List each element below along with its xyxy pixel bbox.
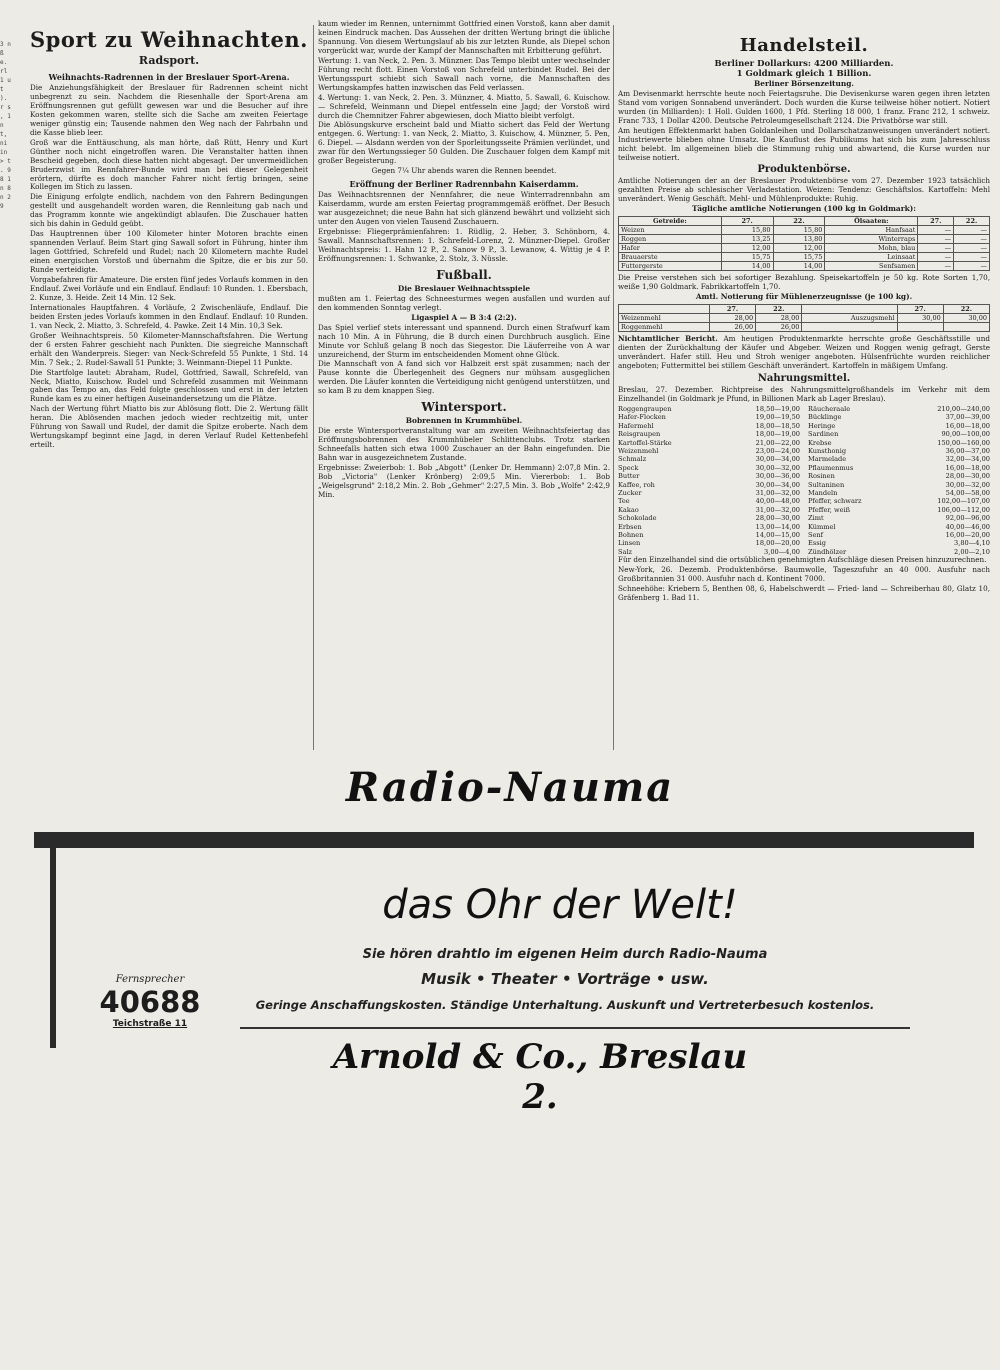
market-column: [618, 20, 990, 750]
price-row: [808, 455, 990, 463]
sport-paragraph: Nach der Wertung führt Miatto bis zur Ablösung flott. Die 2. Wertung fällt heran. Die Ablösenden machen jedoch wieder rechtzeitig mit, unter Führung von Sawall und Rudel, der damit die Spitze eroberte. Nach dem Wertungskampf beginnt eine Jagd, in deren Verlauf Rudel Kettenbefehl erteilt.: [30, 404, 308, 450]
price-value: 18,00—20,00: [755, 539, 800, 548]
price-row: [808, 439, 990, 447]
sport-paragraph: Großer Weihnachtspreis. 50 Kilometer-Mannschaftsfahren. Die Wertung der 6 ersten Fahrer geschieht nach Punkten. Die siegreiche Mannschaft erhält den Wanderpreis. Sieger: van Neck-Schrefeld 55 Punkte, 1 Std. 14 Min. 7 Sek.; 2. Rudel-Sawall 51 Punkte; 3. Weinmann-Diepel 11 Punkte.: [30, 330, 308, 367]
radio-advertisement: [30, 752, 980, 1352]
football-subheading: Die Breslauer Weihnachtsspiele: [397, 283, 531, 293]
price-value: 150,00—160,00: [937, 438, 990, 447]
produce-table: [618, 216, 990, 271]
table-cell: 28,00: [709, 314, 755, 323]
mill-table: [618, 304, 990, 332]
price-item: Krebse: [808, 438, 832, 447]
price-item: Kartoffel-Stärke: [618, 438, 672, 447]
price-value: 40,00—48,00: [755, 497, 800, 506]
table-cell: —: [918, 244, 954, 253]
phone-label: Fernsprecher: [115, 974, 185, 985]
ad-divider: [240, 1027, 910, 1029]
price-item: Marmelade: [808, 455, 847, 464]
ad-black-band: [34, 832, 974, 848]
table-cell: 12,00: [773, 244, 825, 253]
table-header-cell: [619, 305, 710, 314]
price-value: 30,00—34,00: [755, 455, 800, 464]
table-cell: 12,00: [721, 244, 773, 253]
price-row: [618, 464, 800, 472]
price-item: Räucheraale: [808, 404, 851, 413]
table-cell: —: [918, 226, 954, 235]
football-paragraph: Das Spiel verlief stets interessant und spannend. Durch einen Strafwurf kam nach 10 Min. A in Führung, die B durch einen Durchbruch ausglich. Eine Minute vor Schluß gelang B noch das Siegestor. Die Läuferreihe von A war unzureichend, der Sturm im entscheidenden Moment ohne Glück.: [318, 322, 610, 359]
table-cell: 15,80: [721, 226, 773, 235]
table-cell: [897, 323, 943, 332]
price-row: [618, 523, 800, 531]
table-cell: 15,75: [773, 253, 825, 262]
table-row: [619, 235, 990, 244]
goldmark-rate: 1 Goldmark gleich 1 Billion.: [736, 68, 872, 79]
ad-line-2: Musik • Theater • Vorträge • usw.: [421, 970, 709, 988]
table-cell: —: [918, 262, 954, 271]
table-cell: Weizenmehl: [619, 314, 710, 323]
price-value: 102,00—107,00: [937, 497, 990, 506]
price-row: [808, 539, 990, 547]
price-value: 90,00—100,00: [941, 430, 990, 439]
price-value: 30,00—32,00: [945, 480, 990, 489]
price-value: 30,00—36,00: [755, 472, 800, 481]
table-cell: Futtergerste: [619, 262, 722, 271]
race-paragraph: kaum wieder im Rennen, unternimmt Gottfried einen Vorstoß, kann aber damit keinen Eindruck machen. Das Aussehen der dritten Wertung bringt die übliche Spannung. Von diesem Wertungslauf ab bis zur letzten Runde, als Diepel schon vorgerückt war, wurde der Kampf der Mannschaften mit Erbitterung geführt.: [318, 20, 610, 55]
table-row: [619, 226, 990, 235]
table-cell: Mohn, blau: [825, 244, 918, 253]
sport-paragraph: Vorgabefahren für Amateure. Die ersten fünf jedes Vorlaufs kommen in den Endlauf. Zwei Vorläufe und ein Endlauf. Endlauf: 10 Runden. 1. Ebersbach, 2. Kunze, 3. Heide. Zeit 14 Min. 12 Sek.: [30, 275, 308, 302]
boerse-heading: Berliner Börsenzeitung.: [754, 78, 854, 88]
table-header-cell: 22.: [773, 217, 825, 226]
price-item: Tee: [618, 497, 630, 506]
price-value: 3,00—4,00: [764, 547, 800, 556]
price-item: Zucker: [618, 488, 642, 497]
phone-number: 40688: [99, 985, 201, 1019]
table-cell: Hanfsaat: [825, 226, 918, 235]
price-value: 21,00—22,00: [755, 438, 800, 447]
table-cell: Weizen: [619, 226, 722, 235]
price-value: 23,00—24,00: [755, 446, 800, 455]
price-value: 19,00—19,50: [755, 413, 800, 422]
price-row: [808, 514, 990, 522]
price-row: [618, 539, 800, 547]
football-paragraph: mußten am 1. Feiertag des Schneesturmes wegen ausfallen und wurden auf den kommenden Sonntag verlegt.: [318, 293, 610, 312]
race-paragraph: Gegen 7¼ Uhr abends waren die Rennen beendet.: [371, 166, 557, 176]
price-item: Kümmel: [808, 522, 836, 531]
price-item: Senf: [808, 530, 824, 539]
table-row: [619, 323, 990, 332]
table-cell: [943, 323, 989, 332]
price-row: [808, 472, 990, 480]
sport-paragraph: Internationales Hauptfahren. 4 Vorläufe, 2 Zwischenläufe, Endlauf. Die beiden Ersten jedes Vorlaufs kommen in den Endlauf. Endlauf: 10 Runden. 1. van Neck, 2. Miatto, 3. Schrefeld, 4. Pawke. Zeit 14 Min. 10,3 Sek.: [30, 302, 308, 330]
price-item: Sardinen: [808, 430, 839, 439]
price-row: [618, 489, 800, 497]
price-row: [618, 481, 800, 489]
price-row: [808, 447, 990, 455]
table-cell: Hafer: [619, 244, 722, 253]
price-value: 210,00—240,00: [937, 404, 990, 413]
race-paragraph: Die Ablösungskurve erscheint bald und Miatto sichert das Feld der Wertung entgegen. 6. Wertung: 1. van Neck, 2. Miatto, 3. Kuischow, 4. Münzner, 5. Pen, 6. Diepel. — Alsdann werden von der Sporleitungsseite Prämien verlündet, und zwar für den Wertungssieger 50 Gulden. Die Zuschauer folgen dem Kampf mit großer Begeisterung.: [318, 120, 610, 166]
arena-paragraph: Ergebnisse: Fliegerprämienfahren: 1. Rüdlig, 2. Heber, 3. Schönborn, 4. Sawall. Mannschaftsrennen: 1. Schrefeld-Lorenz, 2. Münzner-Diepel. Großer Weihnachtspreis: 1. Hahn 12 P., 2. Sanow 9 P., 3. Lewanow, 4. Wittig je 4 P. Eröffnungsrennen: 1. Schwanke, 2. Stolz, 3. Nüssle.: [318, 227, 610, 263]
price-row: [618, 455, 800, 463]
race-paragraph: Wertung: 1. van Neck, 2. Pen. 3. Münzner. Das Tempo bleibt unter wechselnder Führung recht flott. Einen Vorstoß von Schrefeld unterbindet Rudel. Bei der Wertungsspurt schiebt sich Sawall nach vorne, die Mannschaften des Wertungskampfes hatten inzwischen das Feld verlassen.: [318, 55, 610, 92]
sport-paragraph: Groß war die Enttäuschung, als man hörte, daß Rütt, Henry und Kurt Günther noch nicht eingetroffen waren. Die Veranstalter hatten ihnen Bescheid gegeben, doch diese hatten nicht abgesagt. Der unvermeidlichen Bruderzwist im Rennfahrer-Bunde wird man bei dieser Gelegenheit erörtern, dürfte es doch mancher Fahrer nicht fertig bringen, seine Kollegen im Stich zu lassen.: [30, 137, 308, 192]
price-item: Kaffee, roh: [618, 480, 655, 489]
price-value: 54,00—58,00: [945, 488, 990, 497]
arena-heading: Eröffnung der Berliner Radrennbahn Kaiserdamm.: [349, 179, 579, 190]
price-value: 40,00—46,00: [945, 522, 990, 531]
price-row: [618, 506, 800, 514]
table-cell: Winterraps: [825, 235, 918, 244]
newyork-report: New-York, 26. Dezemb. Produktenbörse. Baumwolle, Tageszufuhr an 40 000. Ausfuhr nach Großbritannien 31 000. Ausfuhr nach d. Kontinent 7000.: [618, 565, 990, 584]
table-cell: 30,00: [897, 314, 943, 323]
column-rule: [613, 25, 614, 750]
sport-paragraph: Die Startfolge lautet: Abraham, Rudel, Gottfried, Sawall, Schrefeld, van Neck, Miatto, Kuischow. Rudel und Schrefeld zusammen mit Weinmann gaben das Tempo an, das Feld folgte geschlossen und erst in der letzten Runde kam es zu einer heftigen Auseinandersetzung um die Plätze.: [30, 367, 308, 404]
table-cell: —: [954, 244, 990, 253]
price-value: 31,00—32,00: [755, 505, 800, 514]
table-cell: 30,00: [943, 314, 989, 323]
table-row: [619, 314, 990, 323]
table-cell: —: [954, 253, 990, 262]
table-cell: 26,00: [756, 323, 802, 332]
race-paragraph: 4. Wertung: 1. van Neck, 2. Pen. 3. Münzner, 4. Miatto, 5. Sawall, 6. Kuischow. — Schrefeld, Weinmann und Diepel entfesseln eine Jagd; der Vorstoß wird durch die Chemnitzer Fahrer abgewiesen, doch Miatto bleibt verfolgt.: [318, 92, 610, 120]
price-row: [808, 497, 990, 505]
price-row: [808, 422, 990, 430]
price-item: Rosinen: [808, 472, 835, 481]
price-value: 18,00—19,00: [755, 430, 800, 439]
price-item: Pfeffer, schwarz: [808, 497, 862, 506]
price-item: Kunsthonig: [808, 446, 847, 455]
mill-table-title: Amtl. Notierung für Mühlenerzeugnisse (je 100 kg).: [695, 292, 913, 302]
price-row: [808, 405, 990, 413]
table-header-cell: 22.: [954, 217, 990, 226]
table-cell: 26,00: [709, 323, 755, 332]
table-cell: 14,00: [773, 262, 825, 271]
price-row: [808, 531, 990, 539]
price-item: Pflaumenmus: [808, 463, 854, 472]
football-paragraph: Die Mannschaft von A fand sich vor Halbzeit erst spät zusammen; nach der Pause konnte die Überlegenheit des Gegners nur mühsam ausgeglichen werden. Die Läufer konnten die Verteidigung nicht genügend unterstützen, und so kam B zu dem knappen Sieg.: [318, 359, 610, 396]
table-cell: Auszugsmehl: [802, 314, 897, 323]
sport-column: [30, 20, 308, 750]
price-row: [808, 481, 990, 489]
table-row: [619, 262, 990, 271]
radsport-heading: Radsport.: [138, 54, 200, 67]
price-item: Mandeln: [808, 488, 838, 497]
ad-company: Arnold & Co., Breslau 2.: [332, 1037, 748, 1117]
table-cell: —: [954, 226, 990, 235]
table-cell: 14,00: [721, 262, 773, 271]
price-item: Pfeffer, weiß: [808, 505, 851, 514]
wintersport-paragraph: Die erste Wintersportveranstaltung war am zweiten Weihnachtsfeiertag das Eröffnungsbobrennen des Krummhübeler Schlittenclubs. Trotz starken Schneefalls hatten sich etwa 1000 Zuschauer an der Bahn eingefunden. Die Bahn war in ausgezeichnetem Zustande.: [318, 426, 610, 463]
price-item: Weizenmehl: [618, 446, 659, 455]
price-item: Erbsen: [618, 522, 642, 531]
food-intro: Breslau, 27. Dezember. Richtpreise des Nahrungsmittelgroßhandels im Verkehr mit dem Einzelhandel (in Goldmark je Pfund, in Billionen Mark ab Lager Breslau).: [618, 384, 990, 403]
table-cell: 28,00: [756, 314, 802, 323]
price-row: [618, 413, 800, 421]
market-title: Handelsteil.: [739, 35, 869, 56]
price-item: Schmalz: [618, 455, 647, 464]
price-value: 3,80—4,10: [954, 539, 990, 548]
table-row: [619, 253, 990, 262]
price-row: [808, 523, 990, 531]
price-item: Hafer-Flocken: [618, 413, 666, 422]
table-header-cell: Ölsaaten:: [825, 217, 918, 226]
boerse-paragraph: Am Devisenmarkt herrschte heute noch Feiertagsruhe. Die Devisenkurse waren gegen ihren letzten Stand vom vorigen Sonnabend unverändert. Doch wurden die Kurse teilweise höher notiert. Notiert wurden (in Milliarden): 1 Holl. Gulden 1600, 1 Pfd. Sterling 18 000, 1 franz. Franc 212, 1 schweiz. Franc 733, 1 Dollar 4200. Deutsche Petroleumgesellschaft 2124. Die Privatbörse war still.: [618, 88, 990, 125]
price-value: 14,00—15,00: [755, 530, 800, 539]
table-cell: 13,25: [721, 235, 773, 244]
price-row: [618, 422, 800, 430]
table-cell: [802, 323, 897, 332]
table-cell: —: [918, 253, 954, 262]
price-value: 28,00—30,00: [945, 472, 990, 481]
price-value: 28,00—30,00: [755, 514, 800, 523]
price-row: [618, 430, 800, 438]
price-item: Speck: [618, 463, 639, 472]
price-item: Roggengraupen: [618, 404, 672, 413]
price-item: Salz: [618, 547, 633, 556]
table-cell: 15,80: [773, 226, 825, 235]
price-row: [808, 430, 990, 438]
table-cell: —: [954, 235, 990, 244]
price-value: 2,00—2,10: [954, 547, 990, 556]
food-list-left: [618, 405, 800, 556]
produce-note: Die Preise verstehen sich bei sofortiger Bezahlung. Speisekartoffeln je 50 kg. Rote Sorten 1,70, weiße 1,90 Goldmark. Fabrikkartoffeln 1,70.: [618, 273, 990, 292]
ad-line-3: Geringe Anschaffungskosten. Ständige Unterhaltung. Auskunft und Vertreterbesuch kostenlos.: [255, 998, 875, 1012]
price-item: Zimt: [808, 514, 824, 523]
ad-line-1: Sie hören drahtlo im eigenen Heim durch Radio-Nauma: [362, 947, 768, 962]
table-row: [619, 244, 990, 253]
middle-column: [318, 20, 610, 750]
table-cell: 15,75: [721, 253, 773, 262]
price-value: 36,00—37,00: [945, 446, 990, 455]
price-value: 16,00—20,00: [945, 530, 990, 539]
snow-report: Schneehöhe: Kriebern 5, Benthen 08, 6, Habelschwerdt — Fried- land — Schreiberhau 80, Glatz 10, Gräfenberg 1. Bad 11.: [618, 584, 990, 602]
price-item: Kakao: [618, 505, 639, 514]
table-cell: Leinsaat: [825, 253, 918, 262]
sport-paragraph: Die Anziehungsfähigkeit der Breslauer für Radrennen scheint nicht unbegrenzt zu sein. Nachdem die Riesenhalle der Sport-Arena am Eröffnungsrennen gut gefüllt gewesen war und die Besucher auf ihre Kosten gekommen waren, stellte sich die Sache am zweiten Feiertage weniger günstig ein; Tausende nahmen den Weg nach der Fahrbahn und die Kasse blieb leer.: [30, 83, 308, 137]
unofficial-heading: Nichtamtlicher Bericht.: [618, 334, 718, 344]
table-cell: —: [954, 262, 990, 271]
dollar-rate: Berliner Dollarkurs: 4200 Milliarden.: [714, 59, 894, 69]
arena-paragraph: Das Weihnachtsrennen der Nennfahrer, die neue Winterradrennbahn am Kaiserdamm, wurde am ersten Feiertag programmgemäß eröffnet. Der Besuch war ausgezeichnet; die neue Bahn hat sich glänzend bewährt und vollzieht sich unter den Augen von vielen Tausend Zuschauern.: [318, 190, 610, 227]
price-value: 18,50—19,00: [755, 404, 800, 413]
price-value: 30,00—32,00: [755, 463, 800, 472]
sport-title: Sport zu Weihnachten.: [30, 27, 308, 52]
boerse-paragraph: Am heutigen Effektenmarkt haben Goldanleihen und Dollarschatzanweisungen unverändert notiert. Industriewerte blieben ohne Umsatz. Die Kauflust des Publikums hat sich bis zum Jahresschluss nicht belebt. Im allgemeinen blieb die Stimmung ruhig und abwartend, die Kurse wurden nur teilweise notiert.: [618, 125, 990, 162]
price-item: Hafermehl: [618, 421, 654, 430]
column-rule: [313, 25, 314, 750]
wintersport-subheading: Bobrennen in Krummhübel.: [405, 416, 523, 426]
price-value: 13,00—14,00: [755, 522, 800, 531]
price-item: Bücklinge: [808, 413, 842, 422]
price-item: Butter: [618, 472, 640, 481]
price-row: [618, 405, 800, 413]
price-value: 32,00—34,00: [945, 455, 990, 464]
ad-brand: Radio-Nauma: [345, 764, 675, 811]
price-row: [808, 506, 990, 514]
table-header-cell: 27.: [709, 305, 755, 314]
match-result: Ligaspiel A — B 3:4 (2:2).: [411, 312, 517, 322]
price-row: [808, 413, 990, 421]
price-value: 30,00—34,00: [755, 480, 800, 489]
wintersport-heading: Wintersport.: [421, 400, 507, 415]
produce-intro: Amtliche Notierungen der an der Breslauer Produktenbörse vom 27. Dezember 1923 tatsächlich gezahlten Preise ab schlesischer Verladestation. Weizen: Tendenz: Geschäftslos. Kartoffeln: Mehl unverändert. Wenig Geschäft. Mehl- und Mühlenprodukte: Ruhig.: [618, 176, 990, 204]
table-cell: Roggenmehl: [619, 323, 710, 332]
price-item: Reisgraupen: [618, 430, 661, 439]
price-item: Zündhölzer: [808, 547, 847, 556]
wintersport-paragraph: Ergebnisse: Zweierbob: 1. Bob „Abgott" (Lenker Dr. Hemmann) 2:07,8 Min. 2. Bob „Victoria" (Lenker Krönberg) 2:09,5 Min. Viererbob: 1. Bob „Weigelsgrund" 2:18,2 Min. 2. Bob „Gehmer" 2:27,5 Min. 3. Bob „Wolfe" 2:42,9 Min.: [318, 463, 610, 499]
price-row: [808, 489, 990, 497]
ad-slogan: das Ohr der Welt!: [382, 882, 738, 928]
phone-address: Teichstraße 11: [112, 1019, 188, 1029]
table-cell: Brauaerste: [619, 253, 722, 262]
price-value: 92,00—96,00: [945, 514, 990, 523]
table-header-cell: 27.: [897, 305, 943, 314]
price-item: Bohnen: [618, 530, 644, 539]
table-header-cell: 22.: [756, 305, 802, 314]
table-cell: Senfsamen: [825, 262, 918, 271]
price-row: [618, 472, 800, 480]
price-item: Essig: [808, 539, 826, 548]
price-row: [618, 531, 800, 539]
produce-heading: Produktenbörse.: [757, 164, 851, 176]
price-value: 16,00—18,00: [945, 463, 990, 472]
unofficial-text: Am heutigen Produktenmarkte herrschte große Geschäftsstille und dienten der Zurückhaltung der Käufer und Abgeber. Weizen und Roggen wenig gefragt, Gerste unverändert. Hafer still. Heu und Stroh weniger angeboten. Hülsenfrüchte wurden reichlicher angeboten; Futtermittel bei stillem Geschäft unverändert. Kartoffeln in mäßigem Umfang.: [618, 334, 990, 371]
produce-table-title: Tägliche amtliche Notierungen (100 kg in Goldmark):: [692, 204, 916, 214]
food-price-lists: [618, 405, 990, 556]
sport-subtitle: Weihnachts-Radrennen in der Breslauer Sport-Arena.: [48, 72, 290, 82]
price-value: 106,00—112,00: [937, 505, 990, 514]
sport-paragraph: Das Hauptrennen über 100 Kilometer hinter Motoren brachte einen spannenden Verlauf. Beim Start ging Sawall sofort in Führung, hinter ihm lagen Gottfried, Schrefeld und Rudel; nach 20 Kilometern machte Rudel einen energischen Vorstoß und übernahm die Spitze, die er bis zur 50. Runde verteidigte.: [30, 229, 308, 275]
left-margin-fragments: 3 n ß e. rl 1 u t ). r s , 1 n t, ni in > t . 9 8 1 n 8 n 2 9: [0, 41, 11, 210]
food-list-right: [808, 405, 990, 556]
table-cell: 13,80: [773, 235, 825, 244]
football-heading: Fußball.: [436, 267, 492, 282]
price-row: [618, 447, 800, 455]
price-item: Sultaninen: [808, 480, 845, 489]
price-item: Heringe: [808, 421, 836, 430]
price-row: [618, 439, 800, 447]
price-value: 16,00—18,00: [945, 421, 990, 430]
sport-paragraph: Die Einigung erfolgte endlich, nachdem von den Fahrern Bedingungen gestellt und ausgehandelt worden waren, die Rennleitung gab nach und das Programm konnte wie angekündigt ablaufen. Die Zuschauer hatten sich bis dahin in Geduld geübt.: [30, 192, 308, 229]
unofficial-report: [618, 335, 990, 371]
table-header-cell: [802, 305, 897, 314]
table-header-cell: 27.: [918, 217, 954, 226]
price-value: 31,00—32,00: [755, 488, 800, 497]
price-row: [618, 497, 800, 505]
table-cell: —: [918, 235, 954, 244]
food-note: Für den Einzelhandel sind die ortsüblichen genehmigten Aufschläge diesen Preisen hinzuzurechnen.: [618, 555, 987, 565]
ad-black-bar: [50, 848, 56, 1048]
table-header-cell: 27.: [721, 217, 773, 226]
price-item: Schokolade: [618, 514, 657, 523]
price-row: [618, 514, 800, 522]
price-value: 37,00—39,00: [945, 413, 990, 422]
food-heading: Nahrungsmittel.: [757, 372, 851, 384]
phone-block: [80, 974, 220, 1029]
table-cell: Roggen: [619, 235, 722, 244]
table-header-cell: 22.: [943, 305, 989, 314]
price-row: [808, 464, 990, 472]
table-header-cell: Getreide:: [619, 217, 722, 226]
price-item: Linsen: [618, 539, 641, 548]
price-value: 18,00—18,50: [755, 421, 800, 430]
